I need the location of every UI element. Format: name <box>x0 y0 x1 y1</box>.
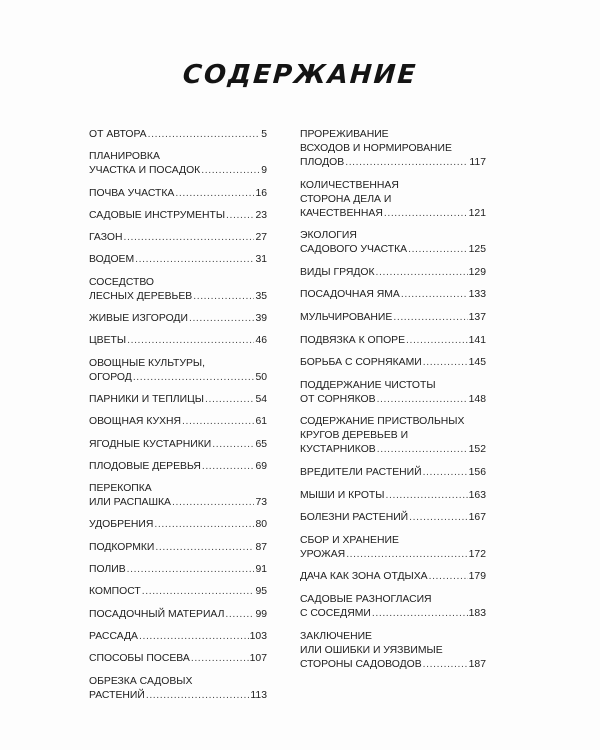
toc-entry-title-line: РАСТЕНИЙ <box>89 689 145 701</box>
toc-page-number: 65 <box>255 438 267 450</box>
dot-leader <box>423 466 468 480</box>
dot-leader <box>377 393 468 407</box>
toc-page-number: 152 <box>468 444 486 456</box>
toc-entry <box>89 563 267 577</box>
dot-leader <box>172 496 254 510</box>
dot-leader <box>345 156 468 170</box>
dot-leader <box>127 334 254 348</box>
toc-entry <box>300 229 486 257</box>
toc-page-number: 113 <box>250 689 267 701</box>
toc-entry <box>89 438 267 452</box>
toc-entry-title-line: ПОДДЕРЖАНИЕ ЧИСТОТЫ <box>300 379 436 391</box>
toc-entry-title-line: САДОВЫЕ РАЗНОГЛАСИЯ <box>300 593 432 605</box>
toc-entry <box>89 652 267 666</box>
toc-page-number: 9 <box>261 165 267 177</box>
toc-page-number: 107 <box>249 653 267 665</box>
toc-entry-title-line: МУЛЬЧИРОВАНИЕ <box>300 311 393 323</box>
toc-entry-title-line: ОТ СОРНЯКОВ <box>300 393 376 405</box>
dot-leader <box>212 438 254 452</box>
toc-page-number: 103 <box>249 630 267 642</box>
toc-entry <box>300 266 486 280</box>
toc-entry <box>89 675 267 703</box>
toc-entry-title-line: САДОВЫЕ ИНСТРУМЕНТЫ <box>89 209 226 221</box>
toc-page-number: 179 <box>468 571 486 583</box>
toc-entry-title-line: РАССАДА <box>89 630 138 642</box>
dot-leader <box>423 658 468 672</box>
dot-leader <box>133 371 255 385</box>
dot-leader <box>385 489 467 503</box>
toc-entry <box>89 393 267 407</box>
toc-page-number: 137 <box>468 311 486 323</box>
toc-page-number: 91 <box>255 564 267 576</box>
toc-entry <box>300 489 486 503</box>
toc-entry <box>89 608 267 622</box>
toc-entry-title-line: ОБРЕЗКА САДОВЫХ <box>89 675 193 687</box>
toc-page-number: 121 <box>468 207 486 219</box>
toc-entry-title-line: ЯГОДНЫЕ КУСТАРНИКИ <box>89 438 212 450</box>
toc-entry-title-line: ОГОРОД <box>89 371 132 383</box>
toc-entry-title-line: СБОР И ХРАНЕНИЕ <box>300 534 399 546</box>
toc-page-number: 73 <box>255 497 267 509</box>
toc-entry-title-line: КРУГОВ ДЕРЕВЬЕВ И <box>300 430 409 442</box>
dot-leader <box>189 312 254 326</box>
toc-entry <box>300 379 486 407</box>
toc-entry-title-line: КОМПОСТ <box>89 586 141 598</box>
dot-leader <box>148 128 261 142</box>
toc-entry-title-line: КОЛИЧЕСТВЕННАЯ <box>300 179 399 191</box>
dot-leader <box>376 266 468 280</box>
toc-page-number: 69 <box>255 460 267 472</box>
toc-entry-title-line: СТОРОНЫ САДОВОДОВ <box>300 658 422 670</box>
toc-entry <box>89 209 267 223</box>
toc-entry <box>89 482 267 510</box>
dot-leader <box>372 607 468 621</box>
toc-page-number: 117 <box>469 157 486 168</box>
toc-page-number: 156 <box>468 466 486 478</box>
dot-leader <box>205 393 254 407</box>
toc-entry <box>300 311 486 325</box>
toc-entry-title-line: ПЕРЕКОПКА <box>89 483 152 495</box>
toc-entry-title-line: ПОСАДОЧНЫЙ МАТЕРИАЛ <box>89 608 225 620</box>
toc-page-number: 50 <box>255 371 267 383</box>
dot-leader <box>182 415 254 429</box>
toc-entry-title-line: ПОДВЯЗКА К ОПОРЕ <box>300 334 406 346</box>
toc-entry <box>300 593 486 621</box>
toc-entry <box>300 128 486 170</box>
dot-leader <box>408 243 468 257</box>
toc-entry-title-line: БОРЬБА С СОРНЯКАМИ <box>300 357 422 369</box>
toc-page-number: 61 <box>255 416 267 428</box>
dot-leader <box>393 311 467 325</box>
toc-entry <box>89 460 267 474</box>
toc-column-left <box>89 128 267 711</box>
toc-entry-title-line: ЛЕСНЫХ ДЕРЕВЬЕВ <box>89 290 193 302</box>
toc-entry-title-line: ИЛИ РАСПАШКА <box>89 497 171 509</box>
dot-leader <box>429 570 468 584</box>
toc-entry-title-line: ПОЧВА УЧАСТКА <box>89 187 175 199</box>
toc-page-number: 80 <box>255 519 267 531</box>
toc-entry <box>89 150 267 178</box>
toc-entry <box>89 541 267 555</box>
dot-leader <box>139 630 249 644</box>
toc-entry-title-line: СОСЕДСТВО <box>89 276 155 288</box>
toc-entry-title-line: ВОДОЕМ <box>89 254 135 266</box>
toc-entry-title-line: ПОЛИВ <box>89 564 126 576</box>
toc-column-right <box>300 128 486 680</box>
toc-entry-title-line: ЭКОЛОГИЯ <box>300 230 357 242</box>
dot-leader <box>384 207 468 221</box>
toc-page-number: 31 <box>255 254 267 266</box>
toc-entry-title-line: ПЛОДОВЫЕ ДЕРЕВЬЯ <box>89 460 201 472</box>
toc-entry <box>89 128 267 142</box>
toc-page-number: 187 <box>468 658 486 670</box>
toc-page-number: 163 <box>468 489 486 501</box>
toc-page-number: 172 <box>468 548 486 560</box>
toc-entry-title-line: ПЛОДОВ <box>300 157 345 168</box>
toc-entry <box>300 288 486 302</box>
dot-leader <box>124 231 255 245</box>
toc-entry <box>89 357 267 385</box>
toc-entry-title-line: ОВОЩНАЯ КУХНЯ <box>89 416 182 428</box>
toc-entry-title-line: ПОСАДОЧНАЯ ЯМА <box>300 289 400 301</box>
toc-page-number: 5 <box>261 129 267 140</box>
toc-page-number: 148 <box>468 393 486 405</box>
toc-entry-title-line: БОЛЕЗНИ РАСТЕНИЙ <box>300 512 409 524</box>
toc-entry-title-line: УЧАСТКА И ПОСАДОК <box>89 165 201 177</box>
toc-page-number: 133 <box>468 289 486 301</box>
toc-entry-title-line: УРОЖАЯ <box>300 548 346 560</box>
toc-page-number: 27 <box>255 232 267 244</box>
dot-leader <box>142 585 255 599</box>
toc-page-number: 183 <box>468 607 486 619</box>
toc-entry <box>89 630 267 644</box>
toc-entry-title-line: СТОРОНА ДЕЛА И <box>300 193 392 205</box>
toc-entry-title-line: ДАЧА КАК ЗОНА ОТДЫХА <box>300 571 428 583</box>
dot-leader <box>135 253 254 267</box>
toc-page-number: 23 <box>255 209 267 221</box>
toc-entry-title-line: ИЛИ ОШИБКИ И УЯЗВИМЫЕ <box>300 644 443 656</box>
dot-leader <box>226 209 254 223</box>
toc-page-number: 141 <box>468 334 486 346</box>
toc-entry-title-line: СОДЕРЖАНИЕ ПРИСТВОЛЬНЫХ <box>300 416 465 428</box>
toc-entry-title-line: ПЛАНИРОВКА <box>89 151 160 163</box>
toc-entry <box>89 585 267 599</box>
toc-entry-title-line: САДОВОГО УЧАСТКА <box>300 244 408 256</box>
toc-page-number: 125 <box>468 244 486 256</box>
dot-leader <box>406 334 468 348</box>
dot-leader <box>201 164 260 178</box>
dot-leader <box>377 443 468 457</box>
toc-entry <box>89 334 267 348</box>
dot-leader <box>146 689 250 703</box>
toc-entry-title-line: ЦВЕТЫ <box>89 335 127 347</box>
toc-entry-title-line: ЗАКЛЮЧЕНИЕ <box>300 630 372 642</box>
toc-page-number: 16 <box>255 187 267 199</box>
dot-leader <box>193 290 254 304</box>
toc-entry-title-line: СПОСОБЫ ПОСЕВА <box>89 653 190 665</box>
toc-entry-title-line: УДОБРЕНИЯ <box>89 519 154 531</box>
toc-entry-title-line: ПАРНИКИ И ТЕПЛИЦЫ <box>89 393 204 405</box>
dot-leader <box>127 563 255 577</box>
toc-entry-title-line: ВРЕДИТЕЛИ РАСТЕНИЙ <box>300 466 422 478</box>
dot-leader <box>423 356 468 370</box>
dot-leader <box>401 288 468 302</box>
toc-entry <box>300 334 486 348</box>
toc-entry-title-line: МЫШИ И КРОТЫ <box>300 489 385 501</box>
toc-page-number: 46 <box>255 335 267 347</box>
toc-entry-title-line: ГАЗОН <box>89 232 123 244</box>
toc-entry <box>300 570 486 584</box>
toc-entry <box>300 356 486 370</box>
dot-leader <box>175 187 254 201</box>
toc-entry <box>300 179 486 221</box>
toc-page-number: 129 <box>468 266 486 278</box>
toc-entry <box>89 312 267 326</box>
toc-entry <box>300 534 486 562</box>
toc-entry <box>89 415 267 429</box>
toc-entry-title-line: ОВОЩНЫЕ КУЛЬТУРЫ, <box>89 357 205 369</box>
dot-leader <box>154 518 254 532</box>
toc-page-number: 145 <box>468 357 486 369</box>
toc-entry <box>89 276 267 304</box>
toc-page-number: 87 <box>255 541 267 553</box>
toc-entry-title-line: ОТ АВТОРА <box>89 129 147 140</box>
toc-entry-title-line: ВИДЫ ГРЯДОК <box>300 266 375 278</box>
dot-leader <box>202 460 255 474</box>
toc-entry <box>89 518 267 532</box>
dot-leader <box>346 548 467 562</box>
toc-page-number: 99 <box>255 608 267 620</box>
dot-leader <box>225 608 254 622</box>
toc-page-number: 54 <box>255 393 267 405</box>
toc-entry-title-line: С СОСЕДЯМИ <box>300 607 371 619</box>
page-title: СОДЕРЖАНИЕ <box>181 60 419 90</box>
toc-page-number: 167 <box>468 512 486 524</box>
toc-entry-title-line: ЖИВЫЕ ИЗГОРОДИ <box>89 313 188 325</box>
toc-entry <box>300 511 486 525</box>
toc-page-number: 95 <box>255 586 267 598</box>
toc-page-number: 39 <box>255 313 267 325</box>
toc-entry-title-line: ПОДКОРМКИ <box>89 541 155 553</box>
toc-entry-title-line: ПРОРЕЖИВАНИЕ <box>300 129 389 140</box>
toc-entry <box>300 630 486 672</box>
toc-entry <box>89 187 267 201</box>
toc-entry <box>89 253 267 267</box>
toc-entry-title-line: КУСТАРНИКОВ <box>300 444 376 456</box>
toc-entry <box>89 231 267 245</box>
toc-entry <box>300 415 486 457</box>
dot-leader <box>191 652 249 666</box>
toc-page-number: 35 <box>255 290 267 302</box>
dot-leader <box>155 541 254 555</box>
toc-entry-title-line: ВСХОДОВ И НОРМИРОВАНИЕ <box>300 143 452 154</box>
dot-leader <box>409 511 468 525</box>
toc-entry <box>300 466 486 480</box>
toc-entry-title-line: КАЧЕСТВЕННАЯ <box>300 207 383 219</box>
